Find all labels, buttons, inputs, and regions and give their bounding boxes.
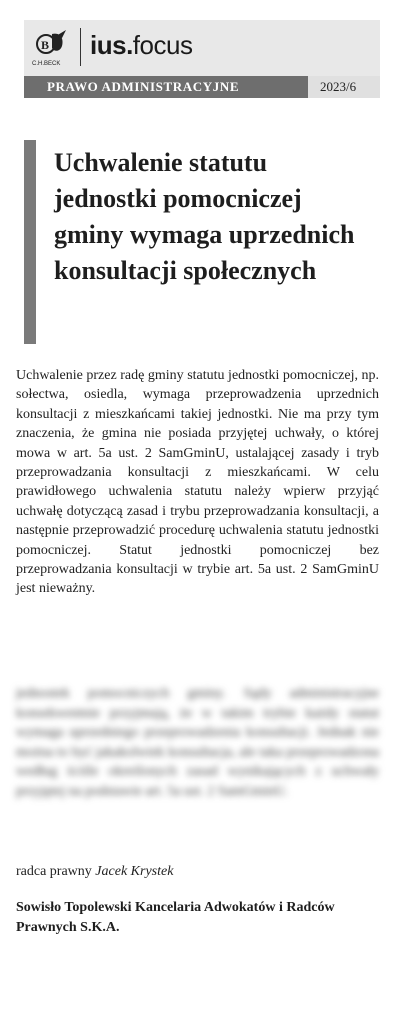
logo-divider <box>80 28 81 66</box>
author-name: Jacek Krystek <box>95 864 174 879</box>
publisher-logo-icon <box>32 28 68 68</box>
brand-regular: focus <box>132 30 193 60</box>
article-title: Uchwalenie statutu jednostki pomocniczej gminy wymaga uprzednich konsultacji społecznych <box>54 148 355 285</box>
publisher-label: C.H.BECK <box>32 61 61 67</box>
title-accent-rule <box>24 140 36 344</box>
brand-name <box>90 30 192 61</box>
brand-bold: ius. <box>90 30 133 60</box>
article-abstract: Uchwalenie przez radę gminy statutu jednostki pomocniczej, np. sołectwa, osiedla, wymaga przeprowadzenia uprzednich konsultacji z mieszkańcami takiej jednostki. Nie ma przy tym znaczenia, że gmina nie posiada przyjętej uchwały, o której mowa w art. 5a ust. 2 SamGminU, ustalającej zasady i tryb przeprowadzania konsultacji z mieszkańcami. W celu prawidłowego uchwalenia statutu należy wpierw przyjąć uchwałę dotyczącą zasad i trybu przeprowadzania konsultacji, a następnie przeprowadzić procedurę uchwalenia statutu jednostki pomocniczej. Statut jednostki pomocniczej bez przeprowadzania konsultacji w trybie art. 5a ust. 2 SamGminU jest nieważny. <box>16 368 379 597</box>
blurred-content: jednostek pomocniczych gminy. Sądy administracyjne konsekwentnie przyjmują, że w takim trybie każdy statut wymaga uprzedniego przeprowadzenia konsultacji. Jednak nie można to być jakakolwiek konsultacja, ale taka przeprowadzona według ściśle określonych zasad wynikających z uchwały przyjętej na podstawie art. 5a ust. 2 SamGminU. <box>16 686 379 799</box>
svg-text:B: B <box>41 38 50 52</box>
law-firm-name: Sowisło Topolewski Kancelaria Adwokatów i Radców Prawnych S.K.A. <box>16 900 335 935</box>
section-title: PRAWO ADMINISTRACYJNE <box>47 79 240 94</box>
author-line <box>16 864 173 880</box>
header-band <box>24 20 380 76</box>
author-prefix: radca prawny <box>16 864 92 879</box>
issue-number: 2023/6 <box>320 79 357 94</box>
